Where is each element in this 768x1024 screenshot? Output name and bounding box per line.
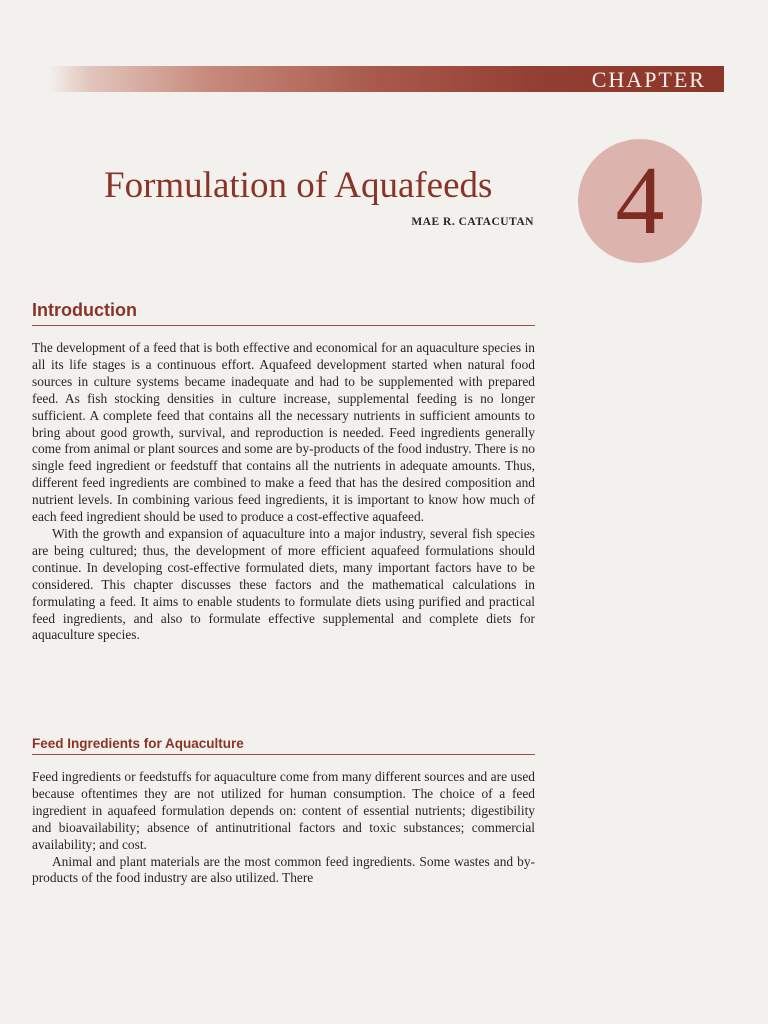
chapter-number: 4 <box>615 147 665 255</box>
chapter-label: CHAPTER <box>591 67 706 92</box>
introduction-body <box>32 340 535 644</box>
feed-ingredients-heading: Feed Ingredients for Aquaculture <box>32 735 535 755</box>
author-name: MAE R. CATACUTAN <box>411 216 534 228</box>
chapter-title: Formulation of Aquafeeds <box>104 165 493 206</box>
feed-ingredients-paragraph: Animal and plant materials are the most common feed ingredients. Some wastes and by-products of the food industry are also utilized. There <box>32 853 535 886</box>
introduction-heading: Introduction <box>32 299 535 326</box>
feed-ingredients-body <box>32 769 535 887</box>
introduction-paragraph: The development of a feed that is both effective and economical for an aquaculture species in all its life stages is a continuous effort. Aquafeed development started when natural food sources in culture systems became inadequate and had to be supplemented with prepared feed. As fish stocking densities in culture increase, supplemental feeding is no longer sufficient. A complete feed that contains all the necessary nutrients in sufficient amounts to bring about good growth, survival, and reproduction is needed. Feed ingredients generally come from animal or plant sources and some are by-products of the food industry. There is no single feed ingredient or feedstuff that contains all the nutrients in adequate amounts. Thus, different feed ingredients are combined to make a feed that has the desired composition and nutrient levels. In combining various feed ingredients, it is important to know how much of each feed ingredient should be used to produce a cost-effective aquafeed. <box>32 340 535 525</box>
feed-ingredients-paragraph: Feed ingredients or feedstuffs for aquaculture come from many different sources and are used because oftentimes they are not utilized for human consumption. The choice of a feed ingredient in aquafeed formulation depends on: content of essential nutrients; digestibility and bioavailability; absence of antinutritional factors and toxic substances; commercial availability; and cost. <box>32 769 535 852</box>
introduction-paragraph: With the growth and expansion of aquaculture into a major industry, several fish species are being cultured; thus, the development of more efficient aquafeed formulations should continue. In developing cost-effective formulated diets, many important factors have to be considered. This chapter discusses these factors and the mathematical calculations in formulating a feed. It aims to enable students to formulate diets using purified and practical feed ingredients, and also to formulate effective supplemental and complete diets for aquaculture species. <box>32 525 535 643</box>
